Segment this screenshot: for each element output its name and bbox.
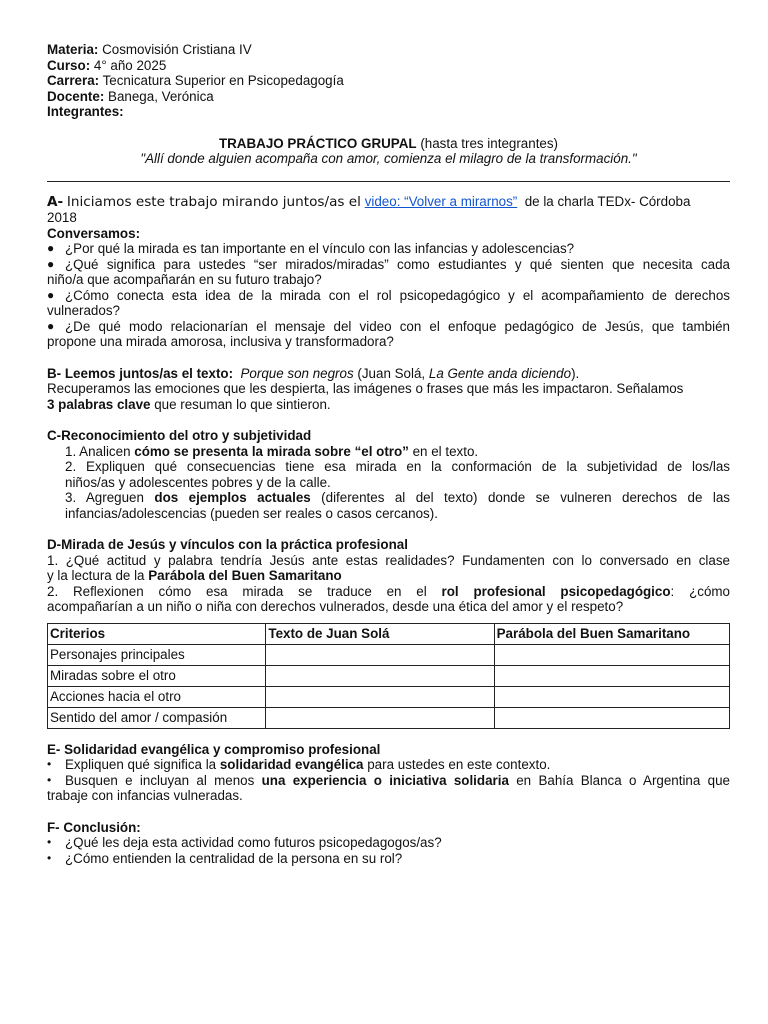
table-cell: Acciones hacia el otro	[48, 686, 266, 707]
list-item: 1. ¿Qué actitud y palabra tendría Jesús ante estas realidades? Fundamenten con lo conversado en clase	[47, 552, 730, 568]
list-item: 1. Analicen cómo se presenta la mirada sobre “el otro” en el texto.	[65, 443, 479, 459]
carrera-line: Carrera: Tecnicatura Superior en Psicopedagogía	[47, 73, 344, 88]
bullet-icon: •	[47, 850, 52, 865]
curso-line: Curso: 4° año 2025	[47, 57, 167, 73]
list-item: ● ¿Qué significa para ustedes “ser mirados/miradas” como estudiantes y qué sienten que necesita cada	[47, 256, 730, 272]
table-header-cell: Criterios	[48, 623, 266, 644]
materia-value: Cosmovisión Cristiana IV	[102, 42, 252, 57]
table-cell: Personajes principales	[48, 644, 266, 665]
section-a-intro: A- Iniciamos este trabajo mirando juntos/as el video: “Volver a mirarnos” de la charla TEDx- Córdoba	[47, 193, 691, 210]
bullet-icon: ●	[47, 241, 55, 255]
table-cell	[494, 707, 729, 728]
section-f-letter: F-	[47, 819, 60, 835]
docente-line: Docente: Banega, Verónica	[47, 88, 214, 104]
bullet-icon: •	[47, 757, 52, 771]
section-d-letter: D-	[47, 537, 62, 552]
table-header-row	[48, 623, 730, 644]
carrera-value: Tecnicatura Superior en Psicopedagogía	[102, 73, 344, 88]
list-item: ● ¿De qué modo relacionarían el mensaje del video con el enfoque pedagógico de Jesús, que también	[47, 318, 730, 334]
section-e-letter: E-	[47, 741, 61, 757]
table-row	[48, 665, 730, 686]
integrantes-label: Integrantes:	[47, 104, 124, 119]
section-f-heading: F- Conclusión:	[47, 819, 141, 835]
section-b-heading: B- Leemos juntos/as el texto: Porque son negros (Juan Solá, La Gente anda diciendo).	[47, 365, 580, 381]
table-cell: Miradas sobre el otro	[48, 665, 266, 686]
section-e-heading: E- Solidaridad evangélica y compromiso profesional	[47, 741, 381, 757]
section-c-heading: C-Reconocimiento del otro y subjetividad	[47, 428, 312, 443]
list-item: ● ¿Cómo conecta esta idea de la mirada con el rol psicopedagógico y el acompañamiento de derechos	[47, 287, 730, 303]
conversamos-heading: Conversamos:	[47, 225, 141, 241]
table-row	[48, 644, 730, 665]
section-a-letter: A-	[47, 193, 64, 210]
table-cell: Sentido del amor / compasión	[48, 707, 266, 728]
materia-line: Materia: Cosmovisión Cristiana IV	[47, 42, 252, 57]
table-header-cell: Parábola del Buen Samaritano	[494, 623, 729, 644]
table-cell	[494, 686, 729, 707]
bullet-icon: ●	[47, 256, 55, 271]
section-c-letter: C-	[47, 428, 62, 443]
list-item: • Expliquen qué significa la solidaridad evangélica para ustedes en este contexto.	[47, 757, 551, 772]
list-item: • Busquen e incluyan al menos una experiencia o iniciativa solidaria en Bahía Blanca o Argentina que	[47, 772, 730, 788]
table-cell	[494, 644, 729, 665]
list-item: 2. Reflexionen cómo esa mirada se traduce en el rol profesional psicopedagógico: ¿cómo	[47, 583, 730, 599]
table-cell	[266, 686, 494, 707]
title-quote: "Allí donde alguien acompaña con amor, comienza el milagro de la transformación."	[140, 151, 637, 166]
table-cell	[266, 707, 494, 728]
table-cell	[266, 644, 494, 665]
bullet-icon: •	[47, 772, 52, 787]
document-title: TRABAJO PRÁCTICO GRUPAL (hasta tres integrantes)	[218, 135, 559, 151]
section-b-letter: B-	[47, 365, 62, 381]
table-cell	[494, 665, 729, 686]
docente-value: Banega, Verónica	[108, 88, 214, 104]
table-row	[48, 707, 730, 728]
list-item: • ¿Qué les deja esta actividad como futuros psicopedagogos/as?	[47, 835, 442, 850]
video-link[interactable]: video: “Volver a mirarnos”	[364, 193, 518, 209]
curso-value: 4° año 2025	[93, 57, 167, 73]
bullet-icon: ●	[47, 318, 55, 333]
table-cell	[266, 665, 494, 686]
table-row	[48, 686, 730, 707]
section-d-heading: D-Mirada de Jesús y vínculos con la práctica profesional	[47, 537, 408, 552]
list-item: 3. Agreguen dos ejemplos actuales (diferentes al del texto) donde se vulneren derechos de las	[65, 490, 730, 505]
criteria-table	[47, 623, 730, 729]
bullet-icon: •	[47, 835, 52, 849]
table-header-cell: Texto de Juan Solá	[266, 623, 494, 644]
list-item: ● ¿Por qué la mirada es tan importante en el vínculo con las infancias y adolescencias?	[47, 241, 575, 256]
divider	[47, 181, 730, 182]
list-item: 2. Expliquen qué consecuencias tiene esa mirada en la conformación de la subjetividad de los/las	[65, 459, 730, 474]
document-content: Materia: Cosmovisión Cristiana IV Curso: 4° año 2025 Carrera: Tecnicatura Superior en Psicopedagogía Docente: Banega, Verónica Integrantes: TRABAJO PRÁCTICO GRUPAL (hasta tres integrantes) "Allí donde alguien acompaña con amor, comienza el milagro de la transformación." A- Iniciamos este trabajo mirando juntos/as el video: “Volver a mirarnos” de la charla TEDx- Córdoba 2018 Conversamos: ● ¿Por qué la mirada es tan importante en el vínculo con las infancias y adolescencias? ● ¿Qué significa para ustedes “ser mirados/miradas” como estudiantes y qué sienten que necesita cada niño/a que acompañarán en su futuro trabajo? ● ¿Cómo conecta esta idea de la mirada con el rol psicopedagógico y el acompañamiento de derechos vulnerados? ● ¿De qué modo relacionarían el mensaje del video con el enfoque pedagógico de Jesús, que también propone una mirada amorosa, inclusiva y transformadora? B- Leemos juntos/as el texto: Porque son negros (Juan Solá, La Gente anda diciendo). Recuperamos las emociones que les despierta, las imágenes o frases que más les impactaron. Señalamos 3 palabras clave que resuman lo que sintieron. C-Reconocimiento del otro y subjetividad 1. Analicen cómo se presenta la mirada sobre “el otro” en el texto. 2. Expliquen qué consecuencias tiene esa mirada en la conformación de la subjetividad de los/las niños/as y adolescentes pobres y de la calle. 3. Agreguen dos ejemplos actuales (diferentes al del texto) donde se vulneren derechos de las infancias/adolescencias (pueden ser reales o casos cercanos). D-Mirada de Jesús y vínculos con la práctica profesional 1. ¿Qué actitud y palabra tendría Jesús ante estas realidades? Fundamenten con lo conversado en clase y la lectura de la Parábola del Buen Samaritano 2. Reflexionen cómo esa mirada se traduce en el rol profesional psicopedagógico: ¿cómo acompañarían a un niño o niña con derechos vulnerados, desde una ética del amor y el respeto? Criterios Texto de Juan Solá Parábola del Buen Samaritano Personajes principales Miradas sobre el otro Acciones hacia el otro Sentido del amor / compasión E- Solidaridad evangélica y compromiso profesional • Expliquen qué significa la solidaridad evangélica para ustedes en este contexto. • Busquen e incluyan al menos una experiencia o iniciativa solidaria en Bahía Blanca o Argentina que trabaje con infancias vulneradas. F- Conclusión: • ¿Qué les deja esta actividad como futuros psicopedagogos/as? • ¿Cómo entienden la centralidad de la persona en su rol?	[47, 42, 730, 866]
list-item: • ¿Cómo entienden la centralidad de la persona en su rol?	[47, 850, 403, 866]
bullet-icon: ●	[47, 287, 55, 302]
